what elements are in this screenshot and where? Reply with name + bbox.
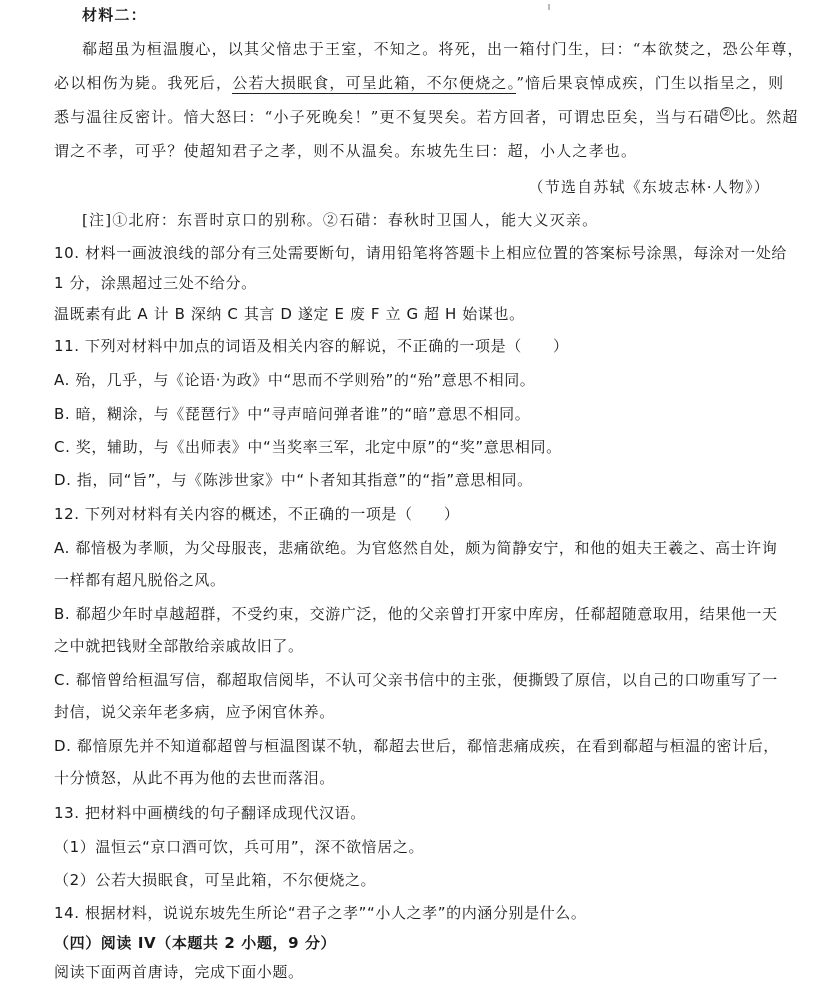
material2-annotation: [注]①北府：东晋时京口的别称。②石碏：春秋时卫国人，能大义灭亲。	[82, 211, 599, 229]
material2-line-4: 谓之不孝，可乎？使超知君子之孝，则不从温矣。东坡先生曰：超，小人之孝也。	[54, 142, 638, 160]
material2-line-1: 郗超虽为桓温腹心，以其父愔忠于王室，不知之。将死，出一箱付门生，曰：“本欲焚之，恐公年尊，	[82, 40, 804, 58]
material2-heading: 材料二：	[82, 6, 147, 24]
q11-option-d: D. 指，同“旨”，与《陈涉世家》中“卜者知其指意”的“指”意思相同。	[54, 471, 533, 489]
q12-line-7: D. 郗愔原先并不知道郗超曾与桓温图谋不轨，郗超去世后，郗愔悲痛成疾，在看到郗超与桓温的密计后，	[54, 737, 779, 755]
underlined-sentence: 公若大损眠食，可呈此箱，不尔便烧之。	[232, 74, 517, 92]
material2-line-2-start: 必以相伤为毙。我死后，	[54, 74, 233, 92]
q12-line-2: 一样都有超凡脱俗之风。	[54, 571, 226, 589]
section4-intro: 阅读下面两首唐诗，完成下面小题。	[54, 963, 304, 981]
q11-option-c: C. 奖，辅助，与《出师表》中“当奖率三军，北定中原”的“奖”意思相同。	[54, 438, 562, 456]
q11-option-b: B. 暗，糊涂，与《琵琶行》中“寻声暗问弹者谁”的“暗”意思不相同。	[54, 405, 531, 423]
section4-title: （四）阅读 IV（本题共 2 小题，9 分）	[54, 934, 337, 952]
material2-line-2-end: ”愔后果哀悼成疾，门生以指呈之，则	[516, 74, 785, 92]
q13-item-1: （1）温恒云“京口酒可饮，兵可用”，深不欲愔居之。	[54, 838, 425, 856]
q12-line-3: B. 郗超少年时卓越超群，不受约束，交游广泛，他的父亲曾打开家中库房，任郗超随意取用，结果他一天	[54, 605, 778, 623]
q13-item-2: （2）公若大损眠食，可呈此箱，不尔便烧之。	[54, 871, 377, 889]
material2-line-2	[54, 72, 784, 94]
material2-source: （节选自苏轼《东坡志林·人物》）	[528, 178, 770, 196]
material2-line-3-text: 悉与温往反密计。愔大怒曰：“小子死晚矣！”更不复哭矣。若方回者，可谓忠臣矣，当与石碏	[54, 108, 720, 126]
q12-line-8: 十分愤怒，从此不再为他的去世而落泪。	[54, 769, 335, 787]
material2-line-3	[54, 106, 799, 128]
q10-line-1: 10. 材料一画波浪线的部分有三处需要断句，请用铅笔将答题卡上相应位置的答案标号涂黑，每涂对一处给	[54, 244, 788, 262]
q10-line-3: 温既素有此 A 计 B 深纳 C 其言 D 遂定 E 废 F 立 G 超 H 始谋也。	[54, 305, 525, 323]
q12-stem: 12. 下列对材料有关内容的概述，不正确的一项是（ ）	[54, 505, 460, 523]
note-marker: ②	[721, 108, 732, 119]
scan-mark	[548, 4, 550, 10]
material2-line-3-end: 比。然超	[733, 108, 799, 126]
q13-stem: 13. 把材料中画横线的句子翻译成现代汉语。	[54, 804, 366, 822]
q11-option-a: A. 殆，几乎，与《论语·为政》中“思而不学则殆”的“殆”意思不相同。	[54, 371, 536, 389]
q11-stem: 11. 下列对材料中加点的词语及相关内容的解说，不正确的一项是（ ）	[54, 337, 569, 355]
q12-line-6: 封信，说父亲年老多病，应予闲官休养。	[54, 703, 335, 721]
q12-line-1: A. 郗愔极为孝顺，为父母服丧，悲痛欲绝。为官悠然自处，颇为简静安宁，和他的姐夫王羲之、高士许询	[54, 539, 778, 557]
q10-line-2: 1 分，涂黑超过三处不给分。	[54, 274, 257, 292]
q12-line-4: 之中就把钱财全部散给亲戚故旧了。	[54, 637, 304, 655]
q12-line-5: C. 郗愔曾给桓温写信，郗超取信阅毕，不认可父亲书信中的主张，便撕毁了原信，以自己的口吻重写了一	[54, 671, 778, 689]
q14-stem: 14. 根据材料，说说东坡先生所论“君子之孝”“小人之孝”的内涵分别是什么。	[54, 904, 587, 922]
